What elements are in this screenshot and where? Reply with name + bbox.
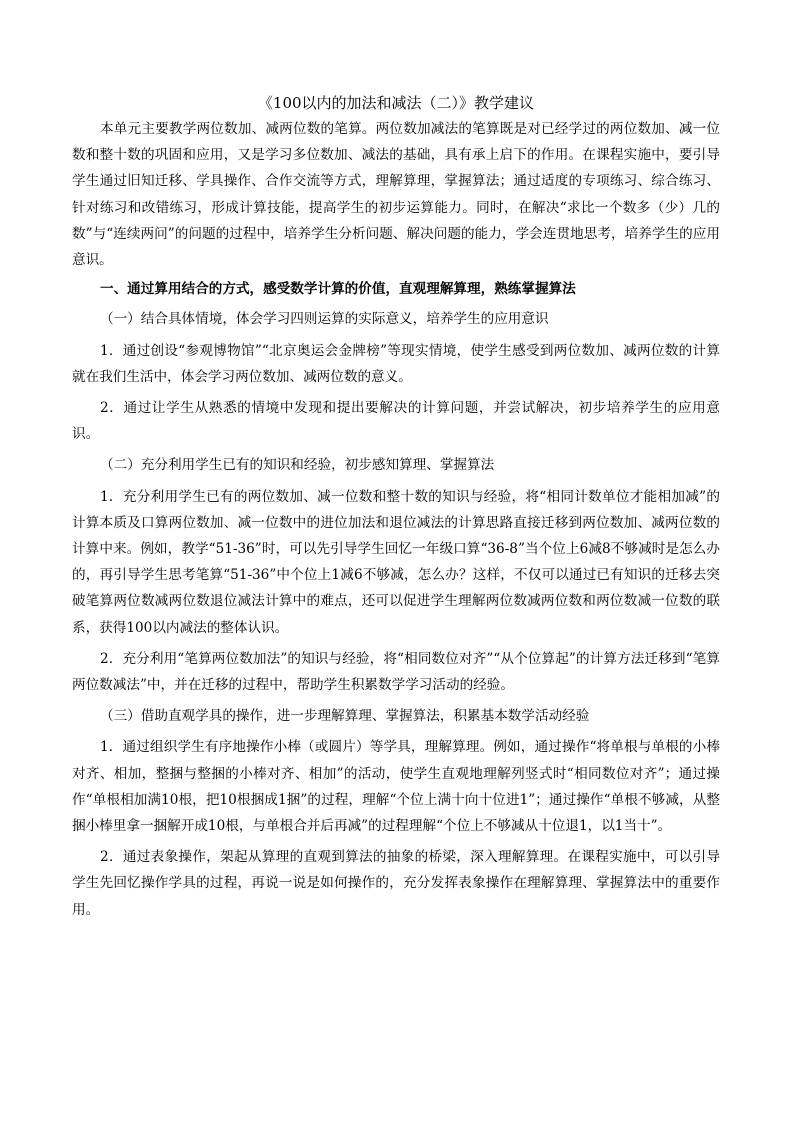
document-title: 《100以内的加法和减法（二）》教学建议	[257, 94, 535, 112]
subsection-heading-3: （三）借助直观学具的操作，进一步理解算理、掌握算法，积累基本数学活动经验	[100, 708, 590, 725]
subsection-3-item-1: 1．通过组织学生有序地操作小棒（或圆片）等学具，理解算理。例如，通过操作“将单根与单根的小棒对齐、相加，整捆与整捆的小棒对齐、相加”的活动，使学生直观地理解列竖式时“相同数位对齐”；通过操作“单根相加满10根，把10根捆成1捆”的过程，理解“个位上满十向十位进1”；通过操作“单根不够减，从整捆小棒里拿一捆解开成10根，与单根合并后再减”的过程理解“个位上不够减从十位退1，以1当十”。	[72, 739, 720, 835]
intro-paragraph: 本单元主要教学两位数加、减两位数的笔算。两位数加减法的笔算既是对已经学过的两位数加、减一位数和整十数的巩固和应用，又是学习多位数加、减法的基础，具有承上启下的作用。在课程实施中，要引导学生通过旧知迁移、学具操作、合作交流等方式，理解算理，掌握算法；通过适度的专项练习、综合练习、针对练习和改错练习，形成计算技能，提高学生的初步运算能力。同时，在解决“求比一个数多（少）几的数”与“连续两问”的问题的过程中，培养学生分析问题、解决问题的能力，学会连贯地思考，培养学生的应用意识。	[72, 121, 720, 269]
subsection-1-item-2: 2．通过让学生从熟悉的情境中发现和提出要解决的计算问题，并尝试解决，初步培养学生的应用意识。	[72, 400, 720, 443]
document-body	[72, 92, 720, 928]
subsection-3-item-2: 2．通过表象操作，架起从算理的直观到算法的抽象的桥梁，深入理解算理。在课程实施中，可以引导学生先回忆操作学具的过程，再说一说是如何操作的，充分发挥表象操作在理解算理、掌握算法中的重要作用。	[72, 849, 720, 918]
subsection-2-item-2: 2．充分利用“笔算两位数加法”的知识与经验，将“相同数位对齐”“从个位算起”的计算方法迁移到“笔算两位数减法”中，并在迁移的过程中，帮助学生积累数学学习活动的经验。	[72, 650, 720, 694]
section-heading-1: 一、通过算用结合的方式，感受数学计算的价值，直观理解算理，熟练掌握算法	[100, 281, 576, 298]
subsection-heading-2: （二）充分利用学生已有的知识和经验，初步感知算理、掌握算法	[100, 457, 495, 474]
subsection-heading-1: （一）结合具体情境，体会学习四则运算的实际意义，培养学生的应用意识	[100, 311, 549, 328]
subsection-2-item-1: 1．充分利用学生已有的两位数加、减一位数和整十数的知识与经验，将“相同计数单位才能相加减”的计算本质及口算两位数加、减一位数中的进位加法和退位减法的计算思路直接迁移到两位数加、减两位数的计算中来。例如，教学“51-36”时，可以先引导学生回忆一年级口算“36-8”当个位上6减8不够减时是怎么办的，再引导学生思考笔算“51-36”中个位上1减6不够减，怎么办？这样，不仅可以通过已有知识的迁移去突破笔算两位数减两位数退位减法计算中的难点，还可以促进学生理解两位数减两位数和两位数减一位数的联系，获得100以内减法的整体认识。	[72, 488, 720, 636]
subsection-1-item-1: 1．通过创设“参观博物馆”“北京奥运会金牌榜”等现实情境，使学生感受到两位数加、减两位数的计算就在我们生活中，体会学习两位数加、减两位数的意义。	[72, 342, 720, 385]
